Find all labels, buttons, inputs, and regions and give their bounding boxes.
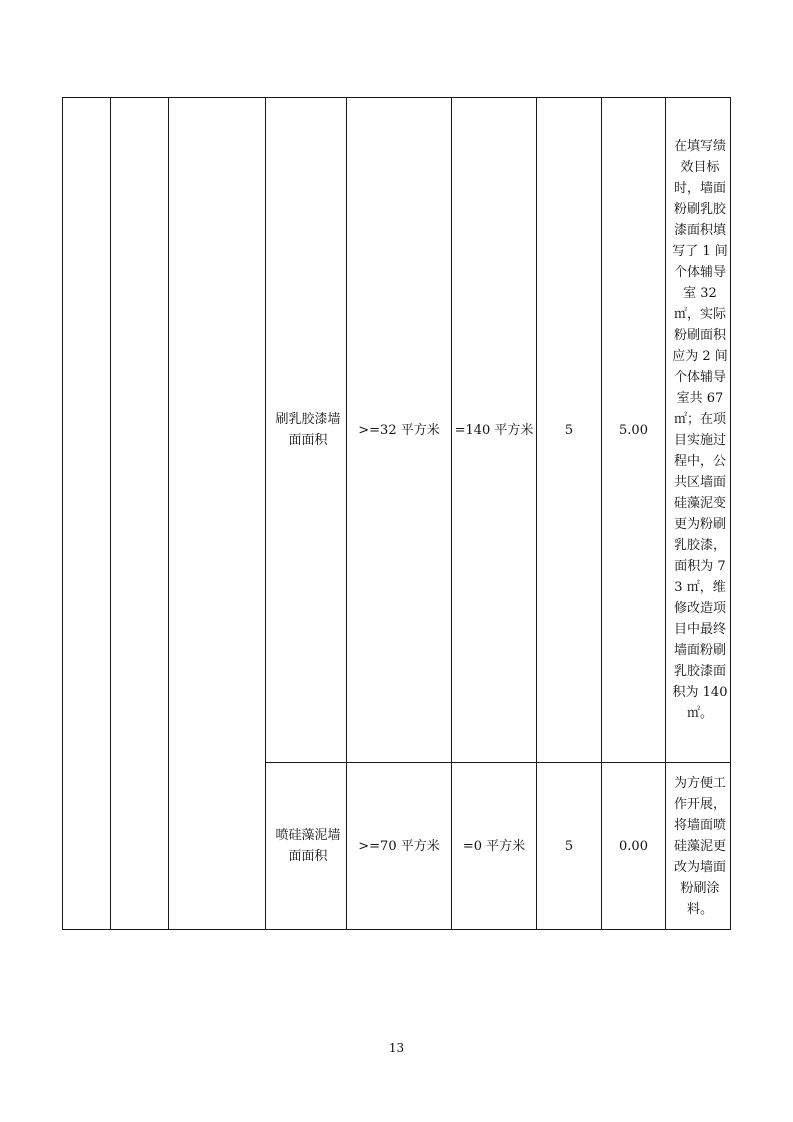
- indicator-name-cell: 刷乳胶漆墙面面积: [266, 98, 347, 763]
- target-value-cell: >=70 平方米: [347, 763, 452, 930]
- target-value-cell: >=32 平方米: [347, 98, 452, 763]
- actual-value-cell: =140 平方米: [452, 98, 537, 763]
- level1-indicator-cell: [63, 98, 111, 930]
- remark-cell: 为方便工作开展，将墙面喷硅藻泥更改为墙面粉刷涂料。: [666, 763, 731, 930]
- score-cell: 5.00: [602, 98, 666, 763]
- level3-indicator-cell: [169, 98, 266, 930]
- indicator-name-cell: 喷硅藻泥墙面面积: [266, 763, 347, 930]
- page-number: 13: [388, 1041, 405, 1055]
- actual-value-cell: =0 平方米: [452, 763, 537, 930]
- score-cell: 0.00: [602, 763, 666, 930]
- table-row: [63, 98, 731, 763]
- level2-indicator-cell: [111, 98, 169, 930]
- remark-cell: 在填写绩效目标时，墙面粉刷乳胶漆面积填写了 1 间个体辅导室 32 ㎡，实际粉刷面积应为 2 间个体辅导室共 67 ㎡；在项目实施过程中，公共区墙面硅藻泥变更为粉刷乳胶漆，面积为 73 ㎡，维修改造项目中最终墙面粉刷乳胶漆面积为 140 ㎡。: [666, 98, 731, 763]
- weight-cell: 5: [537, 98, 602, 763]
- performance-table: [62, 97, 731, 930]
- weight-cell: 5: [537, 763, 602, 930]
